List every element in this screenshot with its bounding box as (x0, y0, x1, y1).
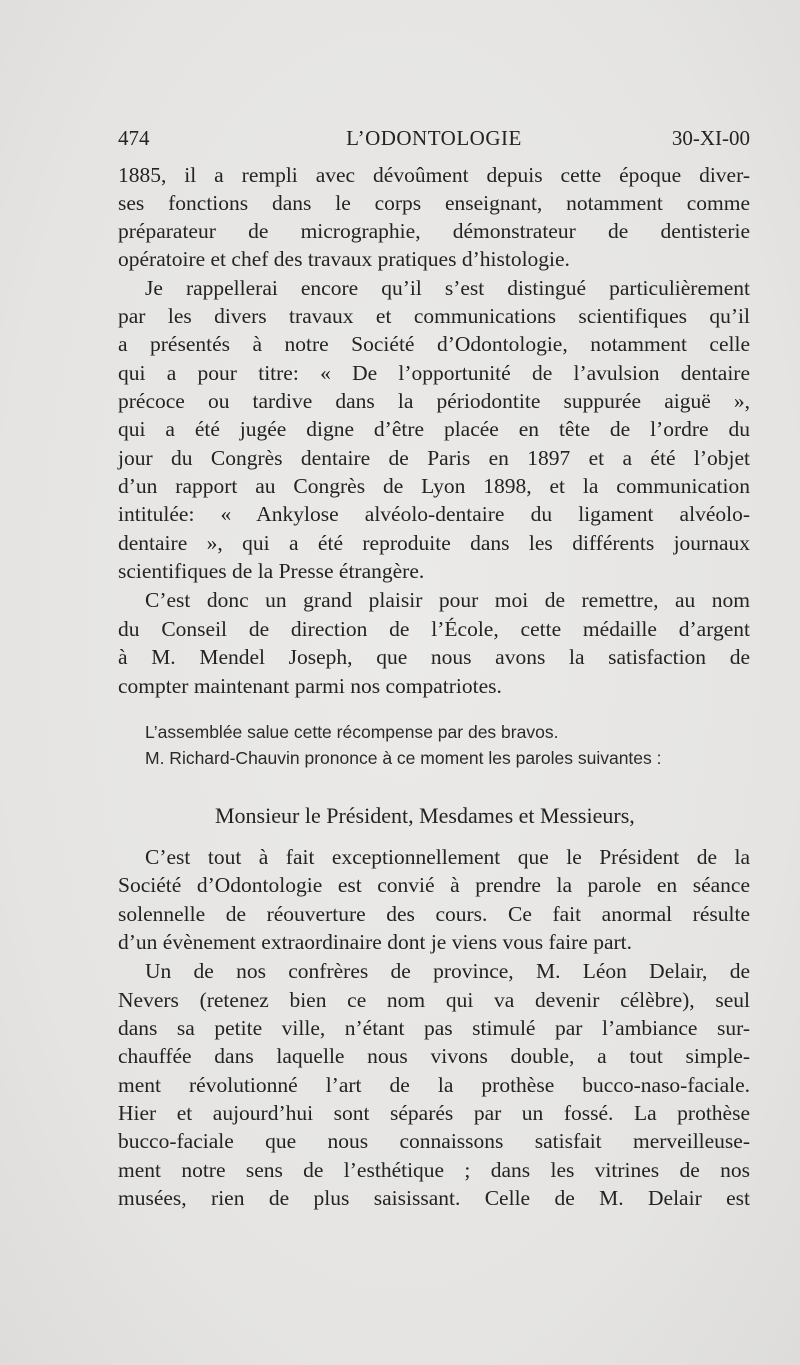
text-line: Société d’Odontologie est convié à prendre la parole en séance (118, 873, 750, 897)
text-line: intitulée: « Ankylose alvéolo-dentaire du ligament alvéolo- (118, 502, 750, 526)
text-line: à M. Mendel Joseph, que nous avons la satisfaction de (118, 645, 750, 669)
text-line: dans sa petite ville, n’étant pas stimulé par l’ambiance sur- (118, 1016, 750, 1040)
text-line: scientifiques de la Presse étrangère. (118, 559, 425, 583)
journal-title: L’ODONTOLOGIE (346, 126, 522, 150)
text-line: Un de nos confrères de province, M. Léon Delair, de (145, 959, 750, 983)
text-line: préparateur de micrographie, démonstrateur de dentisterie (118, 219, 750, 243)
text-line: a présentés à notre Société d’Odontologie, notamment celle (118, 332, 750, 356)
text-line: qui a été jugée digne d’être placée en tête de l’ordre du (118, 417, 750, 441)
text-line: ses fonctions dans le corps enseignant, notamment comme (118, 191, 750, 215)
text-line: du Conseil de direction de l’École, cette médaille d’argent (118, 617, 750, 641)
text-line: Je rappellerai encore qu’il s’est distingué particulièrement (145, 276, 750, 300)
text-line: chauffée dans laquelle nous vivons double, a tout simple- (118, 1044, 750, 1068)
running-header (118, 126, 750, 154)
text-line: précoce ou tardive dans la périodontite suppurée aiguë », (118, 389, 750, 413)
assembly-note: L’assemblée salue cette récompense par des bravos. (145, 722, 559, 742)
text-line: d’un évènement extraordinaire dont je viens vous faire part. (118, 930, 633, 954)
text-line: 1885, il a rempli avec dévoûment depuis cette époque diver- (118, 163, 750, 187)
issue-date: 30-XI-00 (671, 126, 750, 150)
text-line: jour du Congrès dentaire de Paris en 1897 et a été l’objet (118, 446, 750, 470)
text-line: ment notre sens de l’esthétique ; dans les vitrines de nos (118, 1158, 750, 1182)
speech-salutation: Monsieur le Président, Mesdames et Messieurs, (215, 803, 635, 828)
text-line: musées, rien de plus saisissant. Celle de M. Delair est (118, 1186, 750, 1210)
text-line: Nevers (retenez bien ce nom qui va devenir célèbre), seul (118, 988, 750, 1012)
text-line: par les divers travaux et communications scientifiques qu’il (118, 304, 750, 328)
text-line: dentaire », qui a été reproduite dans les différents journaux (118, 531, 750, 555)
text-line: Hier et aujourd’hui sont séparés par un fossé. La prothèse (118, 1101, 750, 1125)
text-line: bucco-faciale que nous connaissons satisfait merveilleuse- (118, 1129, 750, 1153)
page-number: 474 (118, 126, 150, 150)
text-line: C’est donc un grand plaisir pour moi de remettre, au nom (145, 588, 750, 612)
text-line: compter maintenant parmi nos compatriotes. (118, 674, 502, 698)
text-line: ment révolutionné l’art de la prothèse bucco-naso-faciale. (118, 1073, 750, 1097)
text-line: solennelle de réouverture des cours. Ce fait anormal résulte (118, 902, 750, 926)
text-line: opératoire et chef des travaux pratiques d’histologie. (118, 247, 570, 271)
text-line: C’est tout à fait exceptionnellement que le Président de la (145, 845, 750, 869)
text-line: d’un rapport au Congrès de Lyon 1898, et la communication (118, 474, 750, 498)
speaker-note: M. Richard-Chauvin prononce à ce moment les paroles suivantes : (145, 748, 662, 768)
text-line: qui a pour titre: « De l’opportunité de l’avulsion dentaire (118, 361, 750, 385)
